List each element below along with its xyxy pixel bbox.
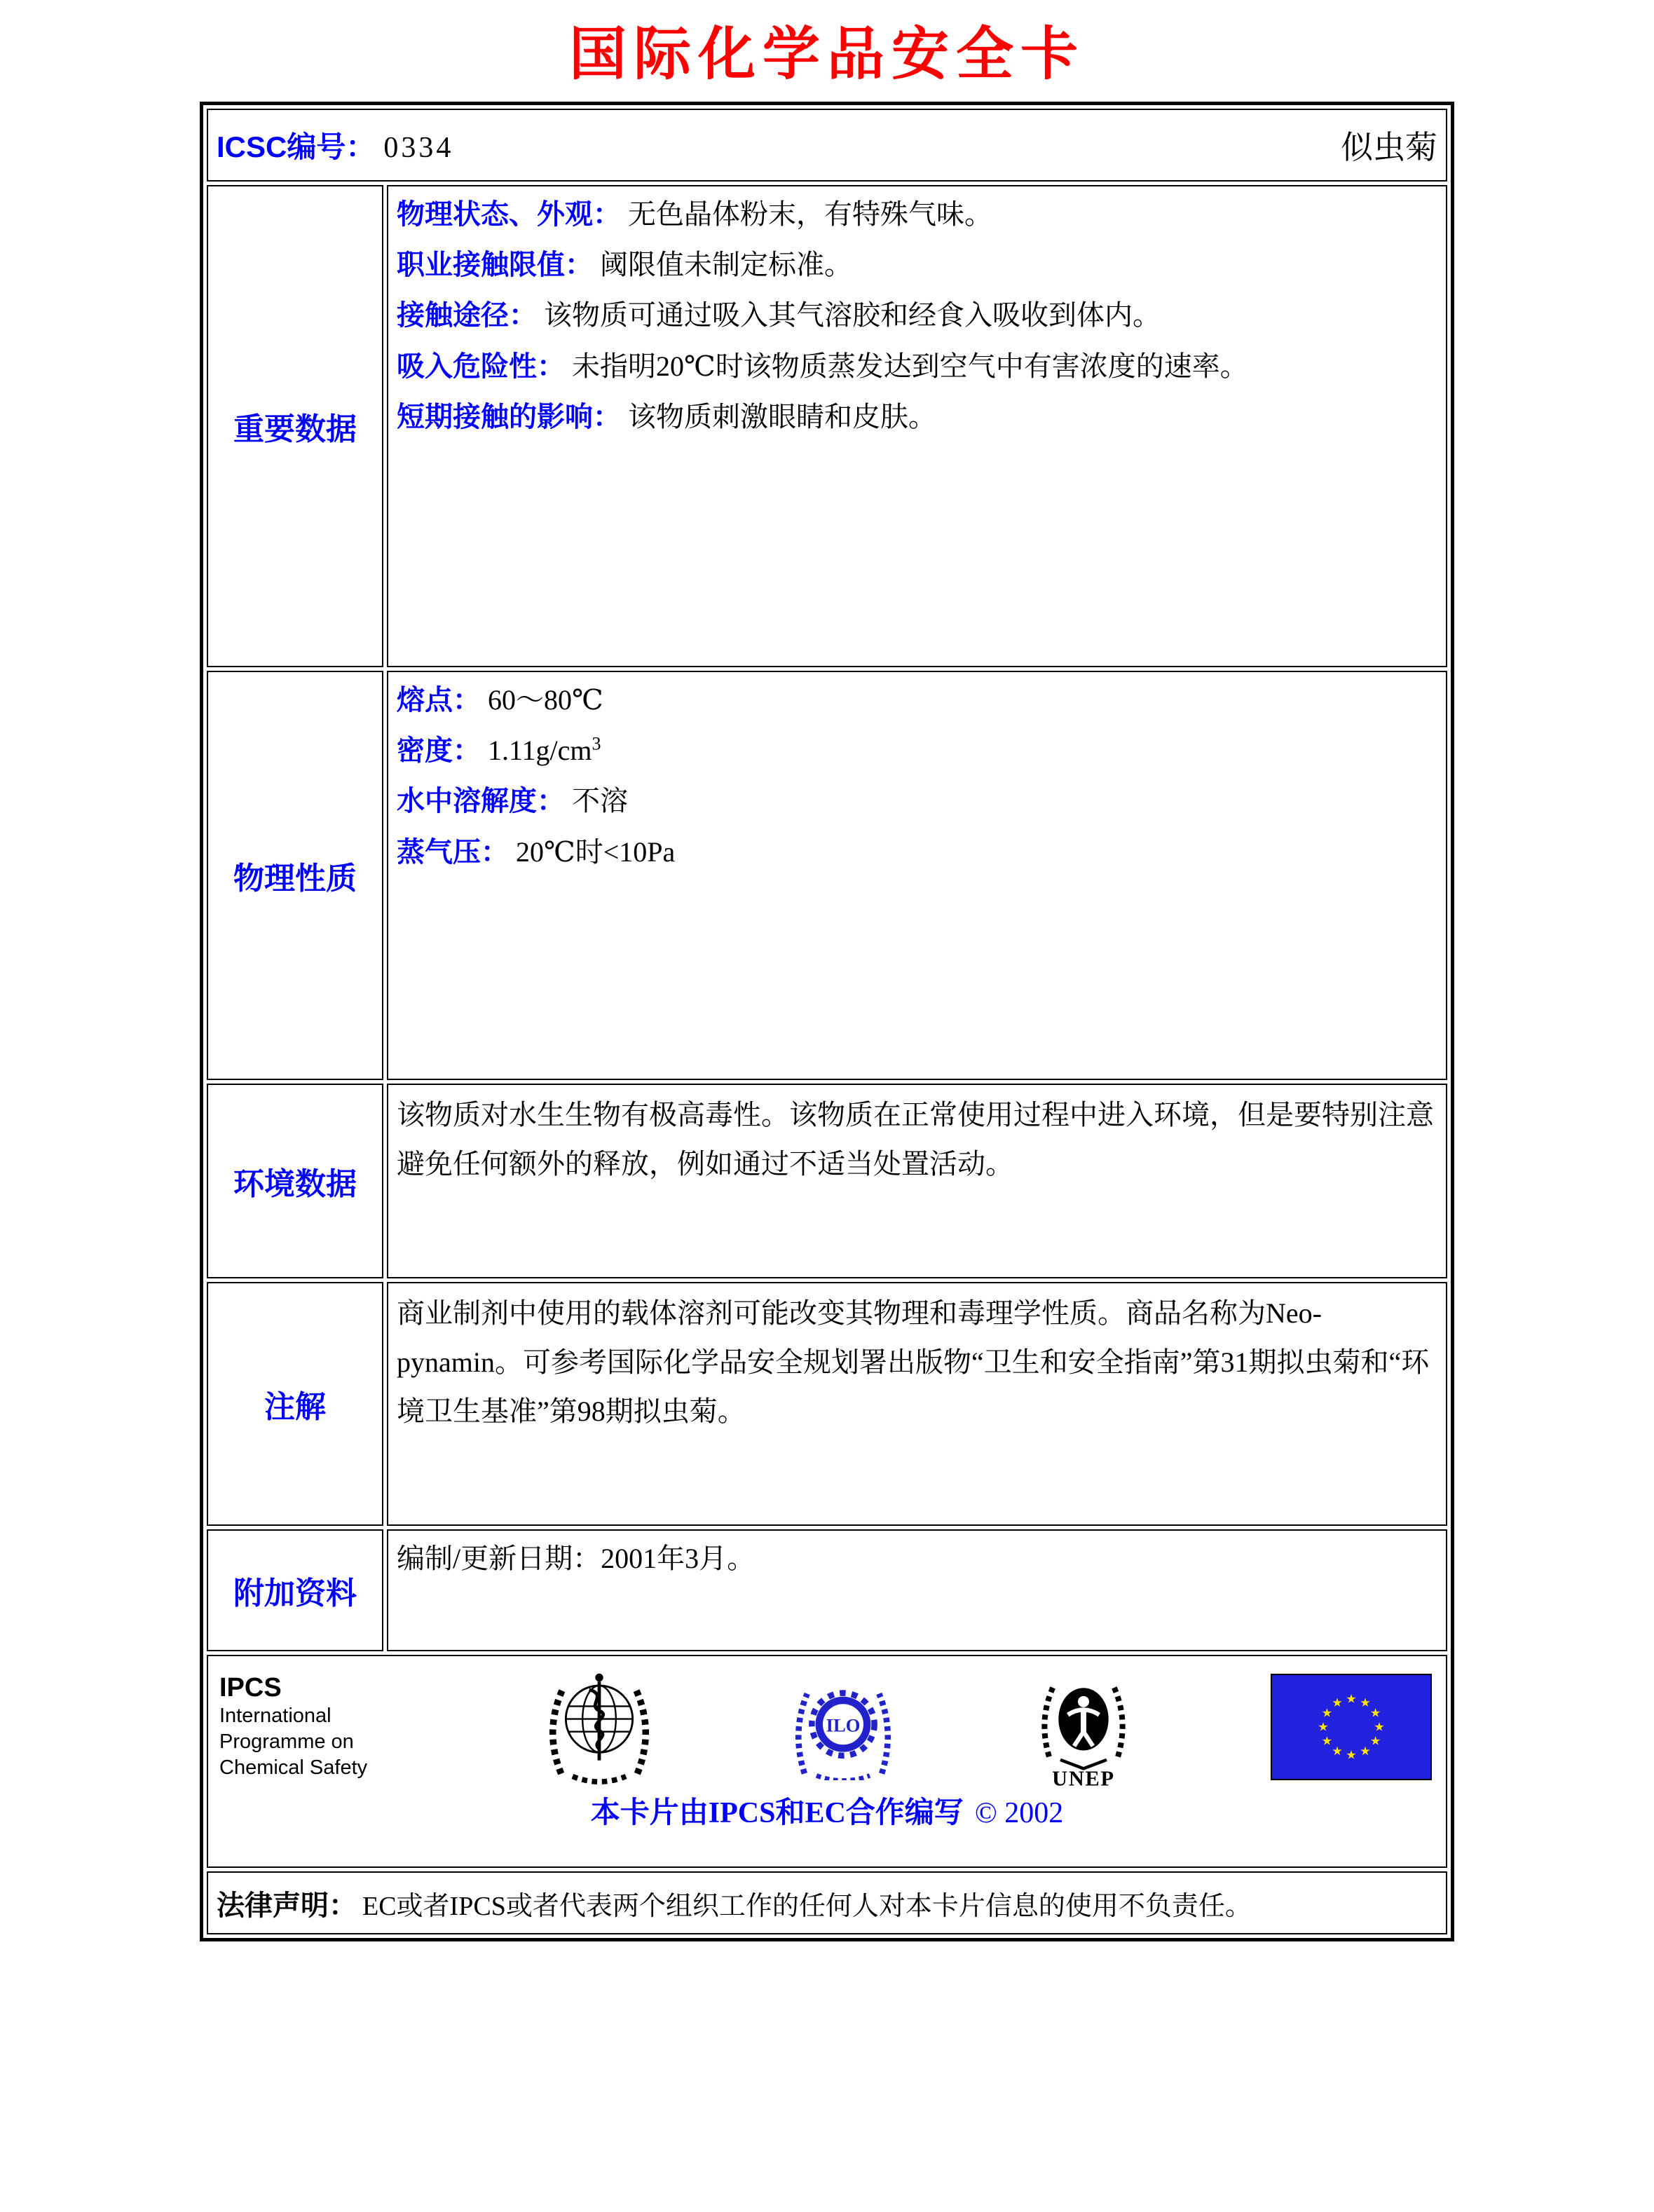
section-label-important-text: 重要数据 (233, 412, 357, 446)
important-data-content (387, 185, 1447, 667)
field-label: 水中溶解度： (397, 786, 565, 817)
ipcs-acronym: IPCS (219, 1672, 282, 1702)
field-value: 60～80℃ (488, 684, 603, 716)
who-logo-icon (542, 1667, 656, 1787)
field-value: 该物质刺激眼睛和皮肤。 (628, 400, 936, 432)
field-label: 蒸气压： (397, 836, 509, 868)
notes-text: 商业制剂中使用的载体溶剂可能改变其物理和毒理学性质。商品名称为Neo-pynamin。可参考国际化学品安全规划署出版物“卫生和安全指南”第31期拟虫菊和“环境卫生基准”第98期拟虫菊。 (397, 1297, 1430, 1427)
unep-logo-icon (1030, 1666, 1137, 1788)
physical-properties-row (207, 671, 1447, 1080)
icsc-number-group (217, 124, 453, 166)
field-label: 接触途径： (397, 300, 537, 332)
field-value: 阈限值未制定标准。 (600, 249, 852, 281)
physical-item (397, 776, 1437, 826)
ipcs-text-block (219, 1673, 409, 1781)
additional-info-content (387, 1529, 1447, 1651)
environment-text: 该物质对水生生物有极高毒性。该物质在正常使用过程中进入环境，但是要特别注意避免任何额外的释放，例如通过不适当处置活动。 (397, 1099, 1434, 1180)
legal-label: 法律声明： (217, 1890, 357, 1921)
section-label-notes-text: 注解 (264, 1390, 326, 1424)
physical-item (397, 675, 1437, 725)
additional-info-row (207, 1529, 1447, 1651)
header-cell (207, 109, 1447, 182)
ilo-letters: ILO (826, 1714, 861, 1736)
important-item (397, 392, 1437, 442)
field-label: 密度： (397, 735, 481, 767)
footer-logos-row (207, 1655, 1447, 1868)
legal-text: EC或者IPCS或者代表两个组织工作的任何人对本卡片信息的使用不负责任。 (362, 1891, 1252, 1921)
icsc-number-value: 0334 (383, 132, 454, 164)
important-item (397, 189, 1437, 240)
page-title: 国际化学品安全卡 (568, 22, 1085, 86)
legal-notice-row (207, 1871, 1447, 1934)
field-value: 无色晶体粉末，有特殊气味。 (628, 198, 992, 230)
physical-item (397, 827, 1437, 878)
copyright-text: © 2002 (974, 1797, 1064, 1829)
field-value: 1.11g/cm (488, 735, 592, 767)
important-item (397, 240, 1437, 290)
chemical-name: 似虫菊 (1341, 130, 1437, 165)
additional-item (397, 1534, 1437, 1583)
notes-content (387, 1282, 1447, 1526)
important-item (397, 290, 1437, 341)
field-value-superscript: 3 (592, 733, 601, 754)
section-label-notes (207, 1282, 383, 1526)
field-value: 2001年3月。 (601, 1543, 756, 1574)
credit-text: 本卡片由IPCS和EC合作编写 (590, 1797, 964, 1829)
important-data-row (207, 185, 1447, 667)
legal-notice-cell (207, 1871, 1447, 1934)
physical-properties-content (387, 671, 1447, 1080)
icsc-card-table (200, 102, 1454, 1941)
ipcs-line: International (219, 1704, 332, 1727)
environment-data-content (387, 1084, 1447, 1278)
ilo-logo-icon (790, 1674, 896, 1780)
ipcs-line: Chemical Safety (219, 1756, 368, 1780)
footer-cell (207, 1655, 1447, 1868)
field-label: 物理状态、外观： (397, 199, 621, 230)
credit-line (218, 1789, 1436, 1831)
field-value: 不溶 (572, 785, 628, 817)
icsc-number-label: ICSC编号： (217, 130, 376, 163)
environment-data-row (207, 1084, 1447, 1278)
notes-row (207, 1282, 1447, 1526)
section-label-physical-text: 物理性质 (233, 861, 357, 896)
section-label-additional-text: 附加资料 (233, 1576, 357, 1611)
section-label-additional (207, 1529, 383, 1651)
unep-caption: UNEP (1052, 1766, 1115, 1788)
eu-flag-icon (1271, 1674, 1432, 1780)
physical-item (397, 725, 1437, 776)
field-label: 短期接触的影响： (397, 401, 621, 432)
field-label: 吸入危险性： (397, 350, 565, 382)
header-row (207, 109, 1447, 182)
field-label: 职业接触限值： (397, 250, 593, 281)
field-value: 未指明20℃时该物质蒸发达到空气中有害浓度的速率。 (572, 350, 1248, 382)
section-label-important (207, 185, 383, 667)
ipcs-line: Programme on (219, 1730, 354, 1753)
section-label-environment-text: 环境数据 (233, 1167, 357, 1201)
icsc-card-page (0, 8, 1654, 1941)
section-label-physical (207, 671, 383, 1080)
field-label: 熔点： (397, 685, 481, 716)
field-value: 该物质可通过吸入其气溶胶和经食入吸收到体内。 (544, 299, 1161, 332)
section-label-environment (207, 1084, 383, 1278)
field-value: 20℃时<10Pa (516, 835, 676, 868)
important-item (397, 341, 1437, 392)
field-label: 编制/更新日期： (397, 1543, 601, 1574)
